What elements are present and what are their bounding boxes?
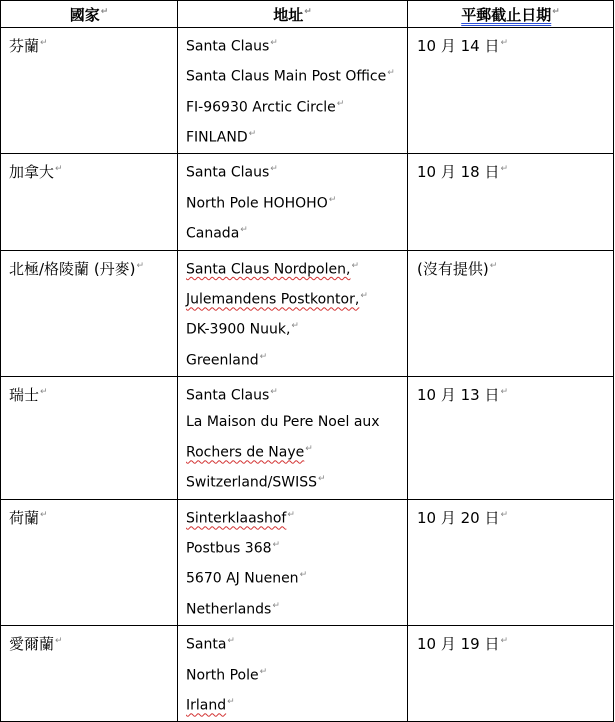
address-line: North Pole HOHOHO↵	[186, 194, 337, 212]
country-cell: 荷蘭↵	[1, 499, 178, 625]
address-line: Rochers de Naye↵	[186, 444, 313, 461]
address-cell	[178, 154, 408, 250]
address-line: Sinterklaashof↵	[186, 509, 295, 527]
address-line: Julemandens Postkontor,↵	[186, 290, 368, 308]
header-address: 地址↵	[178, 1, 408, 28]
deadline-cell: 10 月 20 日↵	[408, 499, 614, 625]
address-cell	[178, 28, 408, 154]
address-line: Switzerland/SWISS↵	[186, 474, 326, 492]
address-line: Irland↵	[186, 696, 235, 714]
address-line: FI-96930 Arctic Circle↵	[186, 98, 345, 116]
address-line: DK-3900 Nuuk,↵	[186, 321, 299, 338]
header-deadline: 平郵截止日期↵	[408, 1, 614, 28]
address-line: FINLAND↵	[186, 129, 257, 146]
country-cell: 加拿大↵	[1, 154, 178, 250]
country-cell: 瑞士↵	[1, 376, 178, 499]
header-country: 國家↵	[1, 1, 178, 28]
address-line: North Pole↵	[186, 666, 268, 684]
address-line: Santa Claus↵	[186, 164, 278, 182]
country-cell: 愛爾蘭↵	[1, 626, 178, 722]
address-cell	[178, 626, 408, 722]
address-line: Postbus 368↵	[186, 540, 281, 557]
deadline-cell: (沒有提供)↵	[408, 250, 614, 376]
address-line: Santa Claus Main Post Office↵	[186, 68, 395, 86]
address-line: Santa Claus↵	[186, 386, 278, 404]
table-row	[1, 154, 614, 250]
address-line: Santa Claus↵	[186, 38, 278, 55]
table-row	[1, 499, 614, 625]
table-row	[1, 626, 614, 722]
address-line: Santa↵	[186, 636, 235, 653]
country-cell: 芬蘭↵	[1, 28, 178, 154]
address-line: Netherlands↵	[186, 600, 280, 618]
address-line: Greenland↵	[186, 351, 268, 369]
address-cell	[178, 250, 408, 376]
table-row	[1, 376, 614, 499]
address-line: Santa Claus Nordpolen,↵	[186, 260, 359, 278]
country-cell: 北極/格陵蘭 (丹麥)↵	[1, 250, 178, 376]
address-line: 5670 AJ Nuenen↵	[186, 570, 308, 588]
header-row	[1, 1, 614, 28]
deadline-cell: 10 月 13 日↵	[408, 376, 614, 499]
address-line: La Maison du Pere Noel aux	[186, 414, 380, 431]
deadline-cell: 10 月 19 日↵	[408, 626, 614, 722]
table-row	[1, 28, 614, 154]
address-cell	[178, 376, 408, 499]
address-line: Canada↵	[186, 225, 248, 242]
address-cell	[178, 499, 408, 625]
deadline-cell: 10 月 18 日↵	[408, 154, 614, 250]
deadline-cell: 10 月 14 日↵	[408, 28, 614, 154]
table-row	[1, 250, 614, 376]
